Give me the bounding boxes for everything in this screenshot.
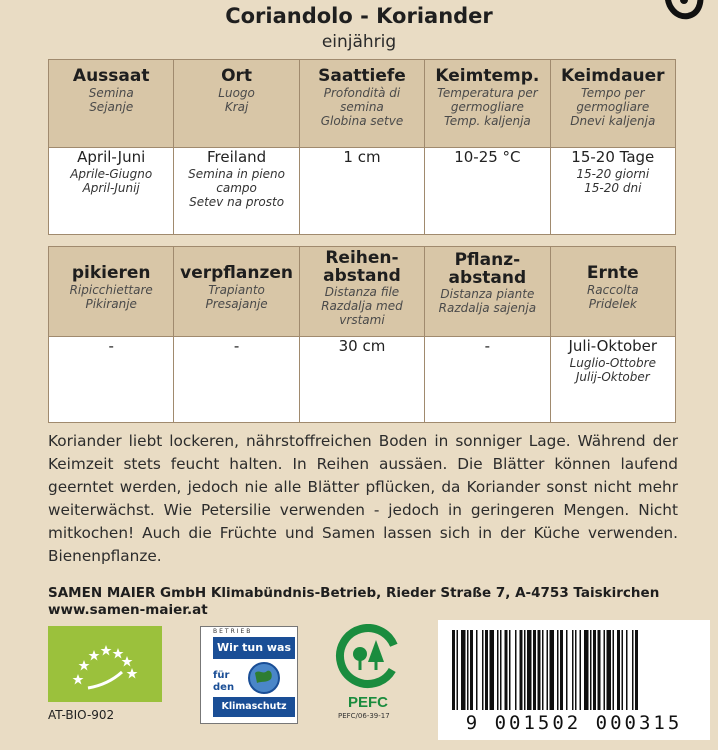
barcode-bar	[572, 630, 574, 710]
value-cell-saattiefe: 1 cm	[299, 148, 424, 235]
barcode-bar	[482, 630, 484, 710]
barcode-bar	[509, 630, 511, 710]
company-address: SAMEN MAIER GmbH Klimabündnis-Betrieb, Rieder Straße 7, A-4753 Taiskirchen	[48, 585, 660, 601]
barcode-bar	[604, 630, 606, 710]
value-cell-ernte: Juli-Oktober Luglio-Ottobre Julij-Oktober	[550, 337, 675, 423]
header-cell-aussaat: Aussaat Semina Sejanje	[49, 60, 174, 148]
page-subtitle: einjährig	[321, 32, 397, 52]
barcode-bar	[566, 630, 568, 710]
globe-icon	[245, 661, 283, 695]
barcode-bar	[527, 630, 532, 710]
barcode-bar	[580, 630, 582, 710]
barcode-bar	[452, 630, 455, 710]
barcode-bar	[635, 630, 638, 710]
header-cell-keimdauer: Keimdauer Tempo per germogliare Dnevi kaljenja	[550, 60, 675, 148]
header-cell-ernte: Ernte Raccolta Pridelek	[550, 247, 675, 337]
header-cell-saattiefe: Saattiefe Profondità di semina Globina setve	[299, 60, 424, 148]
barcode-bar	[533, 630, 536, 710]
eu-leaf-stars-icon	[48, 626, 162, 702]
page-title: Coriandolo - Koriander	[225, 4, 493, 28]
value-cell-ort: Freiland Semina in pieno campo Setev na prosto	[174, 148, 299, 235]
barcode-bar	[557, 630, 559, 710]
barcode-bar	[632, 630, 634, 710]
header-cell-pikieren: pikieren Ripicchiettare Pikiranje	[49, 247, 174, 337]
description-text: Koriander liebt lockeren, nährstoffreichen Boden in sonniger Lage. Während der Keimzeit stets feucht halten. In Reihen aussäen. Die Blätter können laufend geerntet werden, jedoch nie alle Blätter pflücken, da Koriander sonst nicht mehr weiterwächst. Wie Petersilie verwenden - jedoch in geringeren Mengen. Nicht mitkochen! Auch die Früchte und Samen lassen sich in der Küche verwenden. Bienenpflanze.	[48, 432, 678, 565]
eu-organic-logo	[48, 626, 162, 702]
brand-logo-icon	[662, 0, 704, 22]
value-cell-pikieren: -	[49, 337, 174, 423]
barcode-bar	[524, 630, 526, 710]
header-cell-verpflanzen: verpflanzen Trapianto Presajanje	[174, 247, 299, 337]
barcode-bar	[490, 630, 495, 710]
klimabuendnis-logo: BETRIEB Wir tun was für den Klimaschutz	[200, 626, 298, 724]
barcode-bar	[590, 630, 592, 710]
barcode-bar	[593, 630, 596, 710]
value-cell-keimdauer: 15-20 Tage 15-20 giorni 15-20 dni	[550, 148, 675, 235]
barcode-bar	[607, 630, 612, 710]
barcode-bar	[575, 630, 577, 710]
barcode-bars-icon	[438, 620, 710, 712]
barcode-digits: 9 001502 000315	[465, 712, 683, 734]
header-cell-pflanzabstand: Pflanz- abstand Distanza piante Razdalja sajenja	[425, 247, 550, 337]
barcode-bar	[538, 630, 541, 710]
barcode-bar	[613, 630, 615, 710]
barcode-bar	[515, 630, 517, 710]
barcode-bar	[500, 630, 502, 710]
eu-organic-code: AT-BIO-902	[48, 708, 115, 722]
barcode-bar	[617, 630, 620, 710]
pefc-code: PEFC/06-39-17	[338, 712, 390, 720]
planting-table	[48, 246, 676, 423]
barcode-bar	[457, 630, 459, 710]
barcode-bar	[485, 630, 488, 710]
value-cell-verpflanzen: -	[174, 337, 299, 423]
barcode-bar	[598, 630, 601, 710]
company-website: www.samen-maier.at	[48, 602, 208, 618]
barcode-bar	[461, 630, 466, 710]
barcode-bar	[476, 630, 478, 710]
barcode-bar	[622, 630, 624, 710]
barcode-bar	[584, 630, 589, 710]
pefc-logo	[330, 624, 406, 724]
barcode-bar	[470, 630, 473, 710]
barcode	[438, 620, 710, 740]
barcode-bar	[560, 630, 563, 710]
company-info	[48, 585, 659, 619]
barcode-bar	[497, 630, 499, 710]
header-cell-keimtemp: Keimtemp. Temperatura per germogliare Temp. kaljenja	[425, 60, 550, 148]
value-cell-keimtemp: 10-25 °C	[425, 148, 550, 235]
barcode-bar	[547, 630, 549, 710]
value-cell-reihenabstand: 30 cm	[299, 337, 424, 423]
barcode-bar	[505, 630, 508, 710]
barcode-bar	[542, 630, 544, 710]
barcode-bar	[550, 630, 555, 710]
sowing-table	[48, 59, 676, 235]
header-cell-reihenabstand: Reihen- abstand Distanza file Razdalja med vrstami	[299, 247, 424, 337]
barcode-bar	[520, 630, 523, 710]
pefc-label: PEFC	[347, 694, 389, 711]
value-cell-pflanzabstand: -	[425, 337, 550, 423]
value-cell-aussaat: April-Juni Aprile-Giugno April-Junij	[49, 148, 174, 235]
header-cell-ort: Ort Luogo Kraj	[174, 60, 299, 148]
barcode-bar	[626, 630, 628, 710]
barcode-bar	[467, 630, 469, 710]
